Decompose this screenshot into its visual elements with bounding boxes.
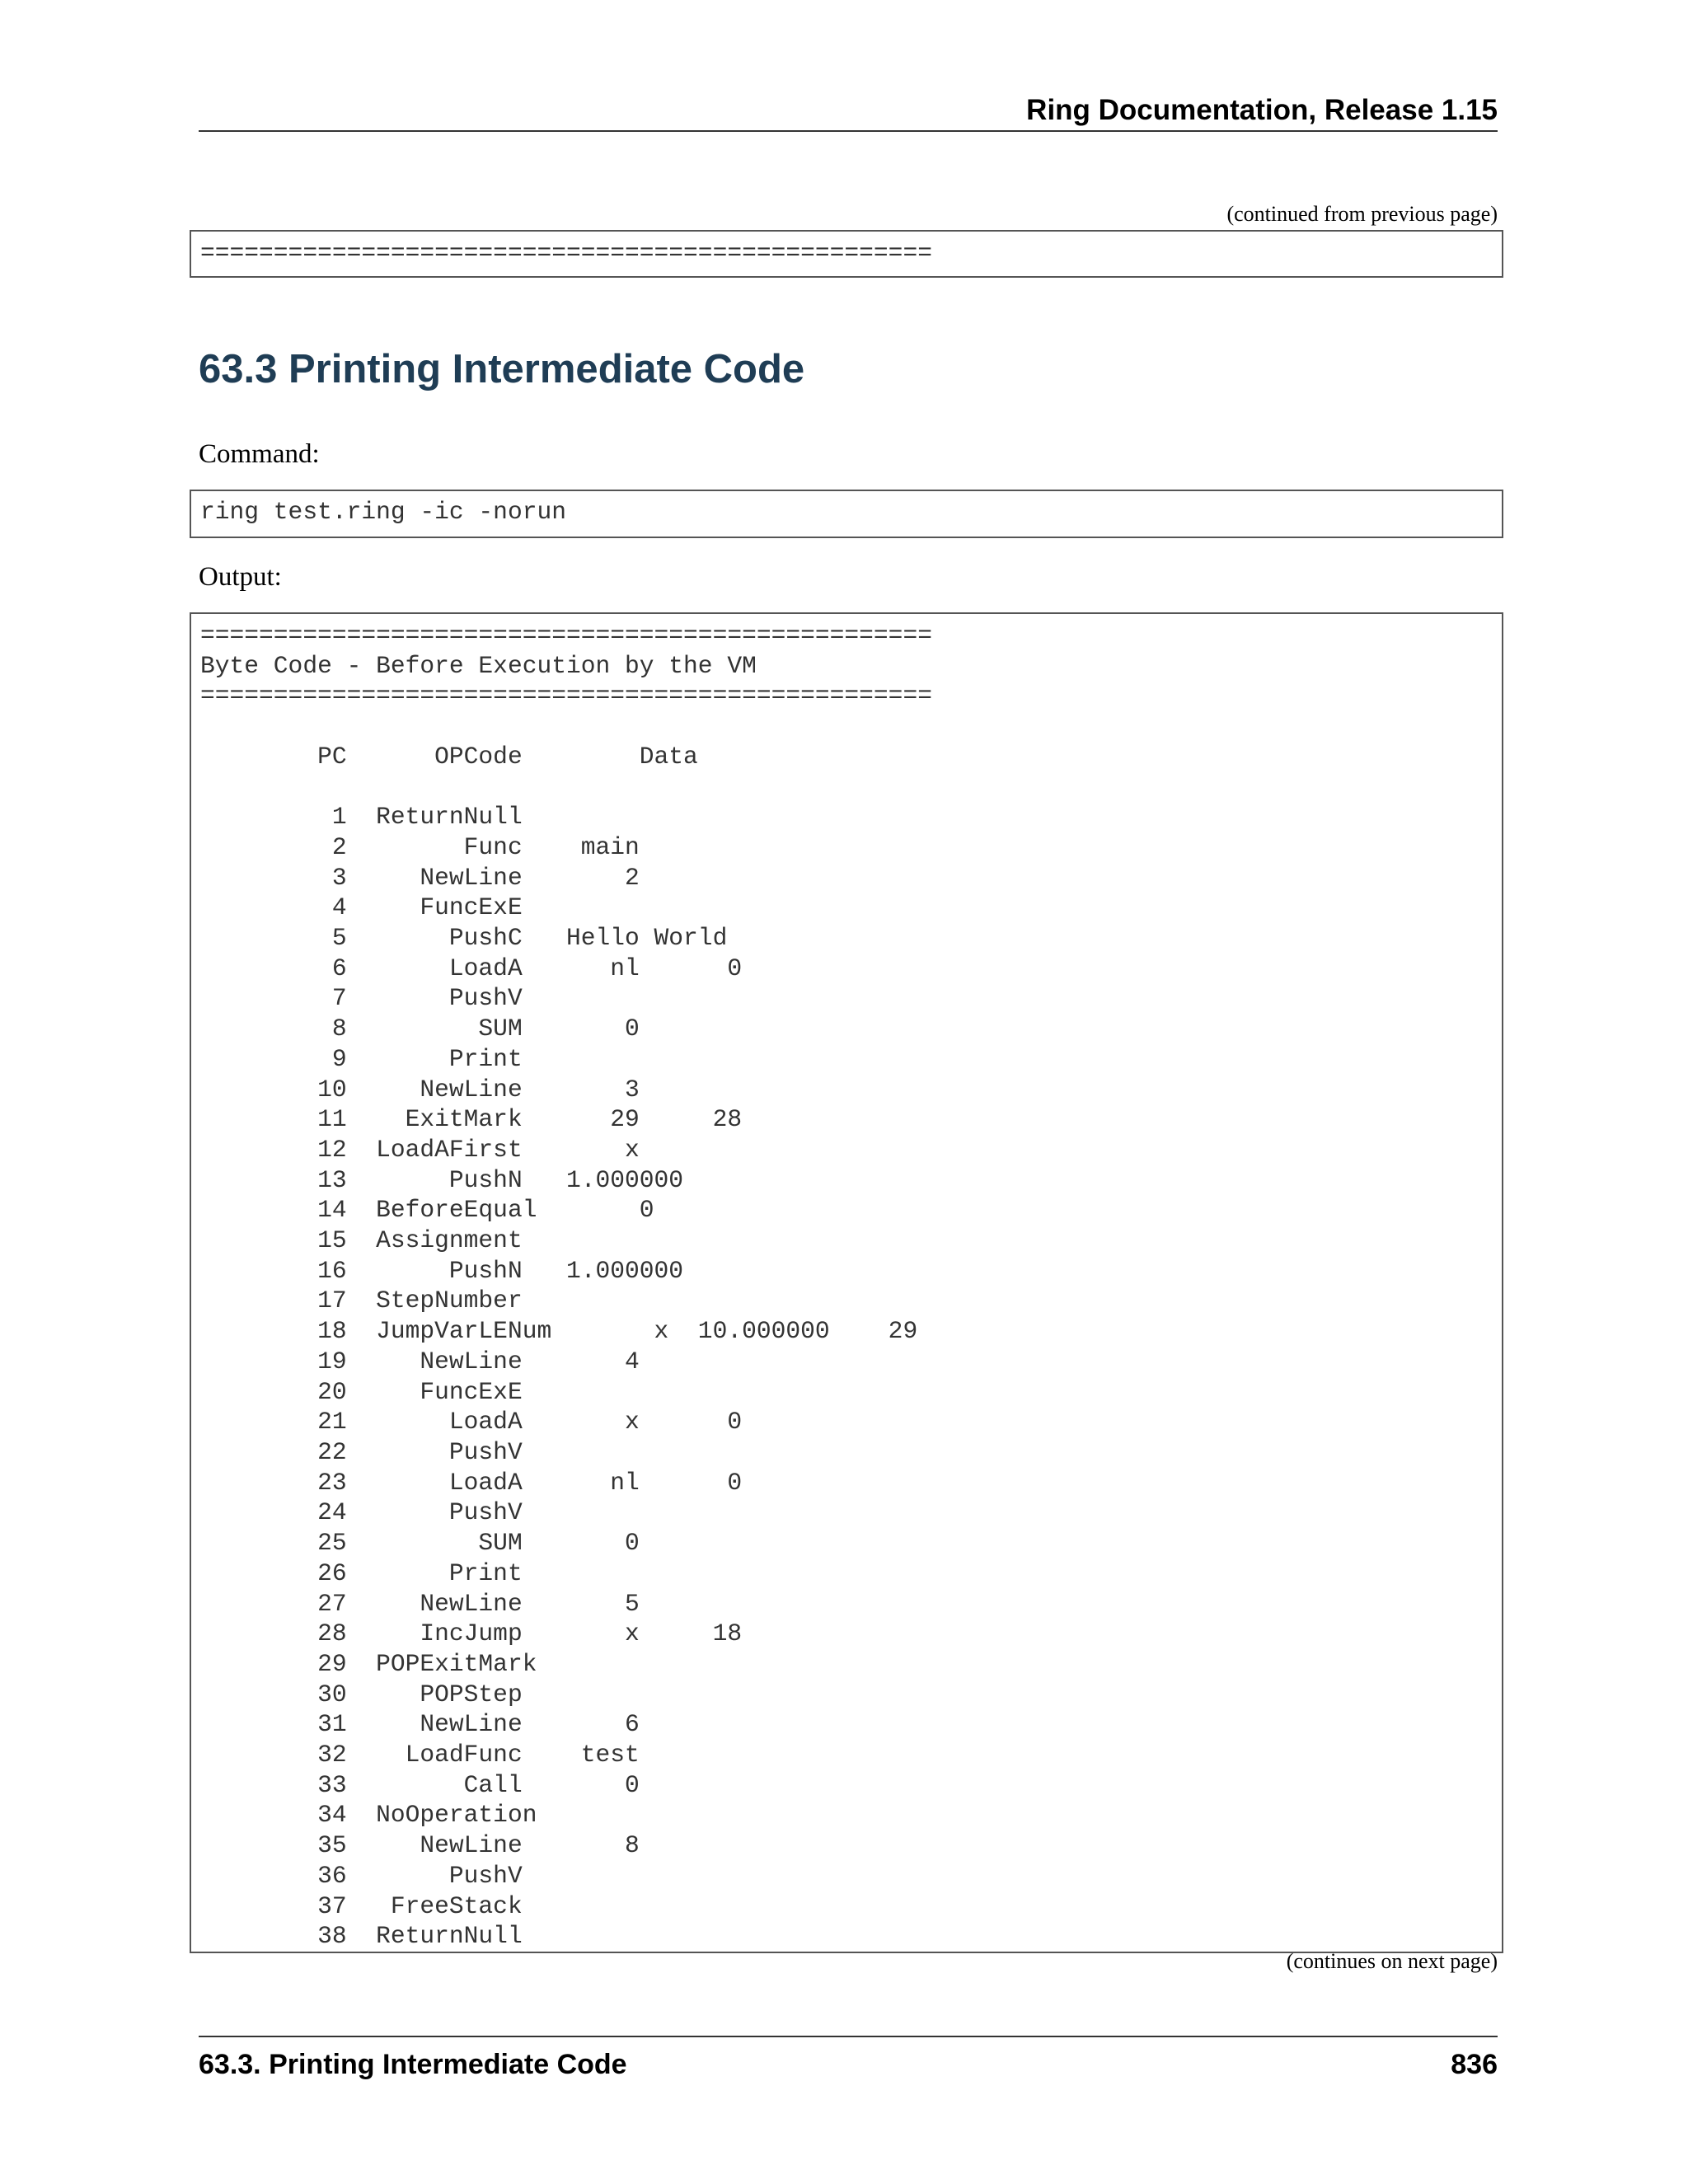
continued-code-block [190,230,1503,278]
page-header [199,91,1498,132]
continues-on-next-label: (continues on next page) [1286,1949,1498,1973]
footer-section-ref: 63.3. Printing Intermediate Code [199,2049,627,2080]
page-footer [199,2036,1498,2080]
output-label: Output: [199,562,282,592]
command-code-text: ring test.ring -ic -norun [200,498,566,526]
page-number: 836 [1451,2049,1498,2080]
output-code-text: ================================================== Byte Code - Before Execution by the VM ================================================== PC OPCode Data 1 ReturnNull 2 Func main 3 NewLine 2 4 FuncExE 5 PushC Hello World 6 LoadA nl 0 7 PushV 8 SUM 0 9 Print 10 NewLine 3 11 ExitMark 29 28 12 LoadAFirst x 13 PushN 1.000000 14 BeforeEqual 0 15 Assignment 16 PushN 1.000000 17 StepNumber 18 JumpVarLENum x 10.000000 29 19 NewLine 4 20 FuncExE 21 LoadA x 0 22 PushV 23 LoadA nl 0 24 PushV 25 SUM 0 26 Print 27 NewLine 5 28 IncJump x 18 29 POPExitMark 30 POPStep 31 NewLine 6 32 LoadFunc test 33 Call 0 34 NoOperation 35 NewLine 8 36 PushV 37 FreeStack 38 ReturnNull [200,621,932,1951]
section-heading: 63.3 Printing Intermediate Code [199,347,805,391]
command-label: Command: [199,439,320,469]
output-code-block [190,612,1503,1953]
command-code-block [190,490,1503,538]
document-title: Ring Documentation, Release 1.15 [1026,94,1498,126]
continued-code-text: ================================================== [200,239,932,267]
continued-from-previous-label: (continued from previous page) [1226,202,1498,226]
